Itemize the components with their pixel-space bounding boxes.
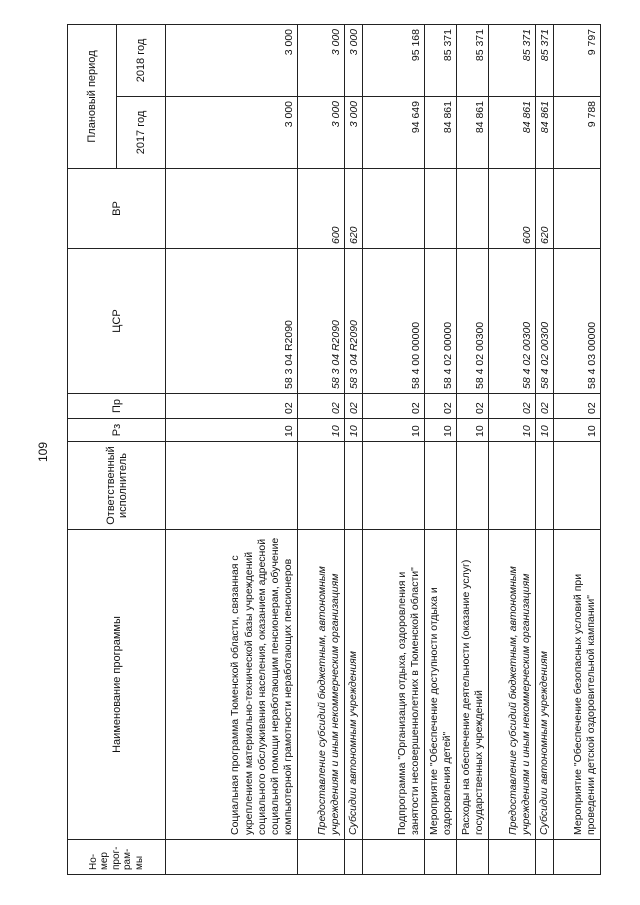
cell-program-name: Подпрограмма "Организация отдыха, оздоровления и занятости несовершеннолетних в Тюменской области" <box>363 530 425 840</box>
header-year-2017: 2017 год <box>117 97 166 169</box>
cell-rz: 10 <box>457 419 489 442</box>
cell-responsible <box>363 442 425 530</box>
cell-rz: 10 <box>363 419 425 442</box>
budget-table <box>67 24 601 875</box>
header-csr: ЦСР <box>68 249 166 394</box>
cell-responsible <box>166 442 298 530</box>
cell-program-number <box>489 840 536 875</box>
cell-vr <box>363 169 425 249</box>
cell-program-number <box>536 840 554 875</box>
table-row <box>298 25 345 875</box>
cell-2017: 84 861 <box>489 97 536 169</box>
table-row <box>457 25 489 875</box>
cell-2017: 9 788 <box>554 97 601 169</box>
cell-2018: 3 000 <box>298 25 345 97</box>
cell-2017: 3 000 <box>345 97 363 169</box>
cell-2018: 85 371 <box>457 25 489 97</box>
cell-rz: 10 <box>425 419 457 442</box>
cell-program-name: Предоставление субсидий бюджетным, автономным учреждениям и иным некоммерческим организациям <box>298 530 345 840</box>
cell-program-number <box>554 840 601 875</box>
cell-2017: 84 861 <box>536 97 554 169</box>
table-row <box>166 25 298 875</box>
cell-program-name: Расходы на обеспечение деятельности (оказание услуг) государственных учреждений <box>457 530 489 840</box>
cell-program-number <box>363 840 425 875</box>
cell-2017: 94 649 <box>363 97 425 169</box>
cell-program-name: Мероприятие "Обеспечение доступности отдыха и оздоровления детей" <box>425 530 457 840</box>
header-program-name: Наименование программы <box>68 530 166 840</box>
cell-vr <box>457 169 489 249</box>
cell-2017: 3 000 <box>298 97 345 169</box>
table-row <box>489 25 536 875</box>
cell-program-number <box>345 840 363 875</box>
cell-2018: 85 371 <box>536 25 554 97</box>
cell-program-number <box>166 840 298 875</box>
cell-2017: 84 861 <box>425 97 457 169</box>
table-row <box>554 25 601 875</box>
cell-rz: 10 <box>166 419 298 442</box>
cell-csr: 58 4 02 00000 <box>425 249 457 394</box>
cell-vr: 620 <box>536 169 554 249</box>
cell-rz: 10 <box>554 419 601 442</box>
cell-program-number <box>457 840 489 875</box>
cell-responsible <box>489 442 536 530</box>
cell-pr: 02 <box>536 394 554 419</box>
table-row <box>363 25 425 875</box>
table-row <box>536 25 554 875</box>
cell-pr: 02 <box>554 394 601 419</box>
header-vr: ВР <box>68 169 166 249</box>
cell-responsible <box>298 442 345 530</box>
header-plan-period: Плановый период <box>68 25 117 169</box>
cell-vr <box>166 169 298 249</box>
header-year-2018: 2018 год <box>117 25 166 97</box>
cell-program-number <box>425 840 457 875</box>
cell-rz: 10 <box>489 419 536 442</box>
cell-pr: 02 <box>166 394 298 419</box>
cell-vr: 620 <box>345 169 363 249</box>
page-number: 109 <box>36 441 50 463</box>
cell-2017: 3 000 <box>166 97 298 169</box>
cell-2018: 85 371 <box>489 25 536 97</box>
cell-vr: 600 <box>298 169 345 249</box>
cell-2018: 95 168 <box>363 25 425 97</box>
header-pr: Пр <box>68 394 166 419</box>
cell-responsible <box>457 442 489 530</box>
cell-pr: 02 <box>298 394 345 419</box>
cell-2018: 9 797 <box>554 25 601 97</box>
cell-rz: 10 <box>536 419 554 442</box>
cell-csr: 58 3 04 R2090 <box>166 249 298 394</box>
cell-2017: 84 861 <box>457 97 489 169</box>
header-program-number: Но-мер прог-рам-мы <box>68 840 166 875</box>
cell-2018: 3 000 <box>345 25 363 97</box>
cell-csr: 58 4 00 00000 <box>363 249 425 394</box>
cell-program-name: Субсидии автономным учреждениям <box>345 530 363 840</box>
cell-pr: 02 <box>345 394 363 419</box>
cell-csr: 58 4 02 00300 <box>536 249 554 394</box>
cell-csr: 58 3 04 R2090 <box>345 249 363 394</box>
cell-csr: 58 4 03 00000 <box>554 249 601 394</box>
cell-program-number <box>298 840 345 875</box>
cell-responsible <box>554 442 601 530</box>
cell-program-name: Мероприятие "Обеспечение безопасных условий при проведении детской оздоровительной кампании" <box>554 530 601 840</box>
cell-pr: 02 <box>489 394 536 419</box>
cell-rz: 10 <box>298 419 345 442</box>
cell-program-name: Социальная программа Тюменской области, связанная с укреплением материально-технической базы учреждений социального обслуживания населения, оказанием адресной социальной помощи неработающим пенсионерам, обучение компьютерной грамотности неработающих пенсионеров <box>166 530 298 840</box>
rotated-page-content <box>67 25 599 875</box>
cell-csr: 58 3 04 R2090 <box>298 249 345 394</box>
table-row <box>345 25 363 875</box>
header-rz: Рз <box>68 419 166 442</box>
cell-program-name: Предоставление субсидий бюджетным, автономным учреждениям и иным некоммерческим организациям <box>489 530 536 840</box>
cell-responsible <box>425 442 457 530</box>
cell-pr: 02 <box>457 394 489 419</box>
cell-csr: 58 4 02 00300 <box>489 249 536 394</box>
cell-2018: 85 371 <box>425 25 457 97</box>
cell-vr <box>554 169 601 249</box>
header-responsible: Ответственный исполнитель <box>68 442 166 530</box>
table-row <box>425 25 457 875</box>
cell-pr: 02 <box>425 394 457 419</box>
cell-csr: 58 4 02 00300 <box>457 249 489 394</box>
table-body <box>166 25 601 875</box>
cell-responsible <box>536 442 554 530</box>
cell-responsible <box>345 442 363 530</box>
cell-rz: 10 <box>345 419 363 442</box>
cell-2018: 3 000 <box>166 25 298 97</box>
cell-pr: 02 <box>363 394 425 419</box>
cell-vr: 600 <box>489 169 536 249</box>
cell-vr <box>425 169 457 249</box>
cell-program-name: Субсидии автономным учреждениям <box>536 530 554 840</box>
header-row <box>68 25 117 875</box>
